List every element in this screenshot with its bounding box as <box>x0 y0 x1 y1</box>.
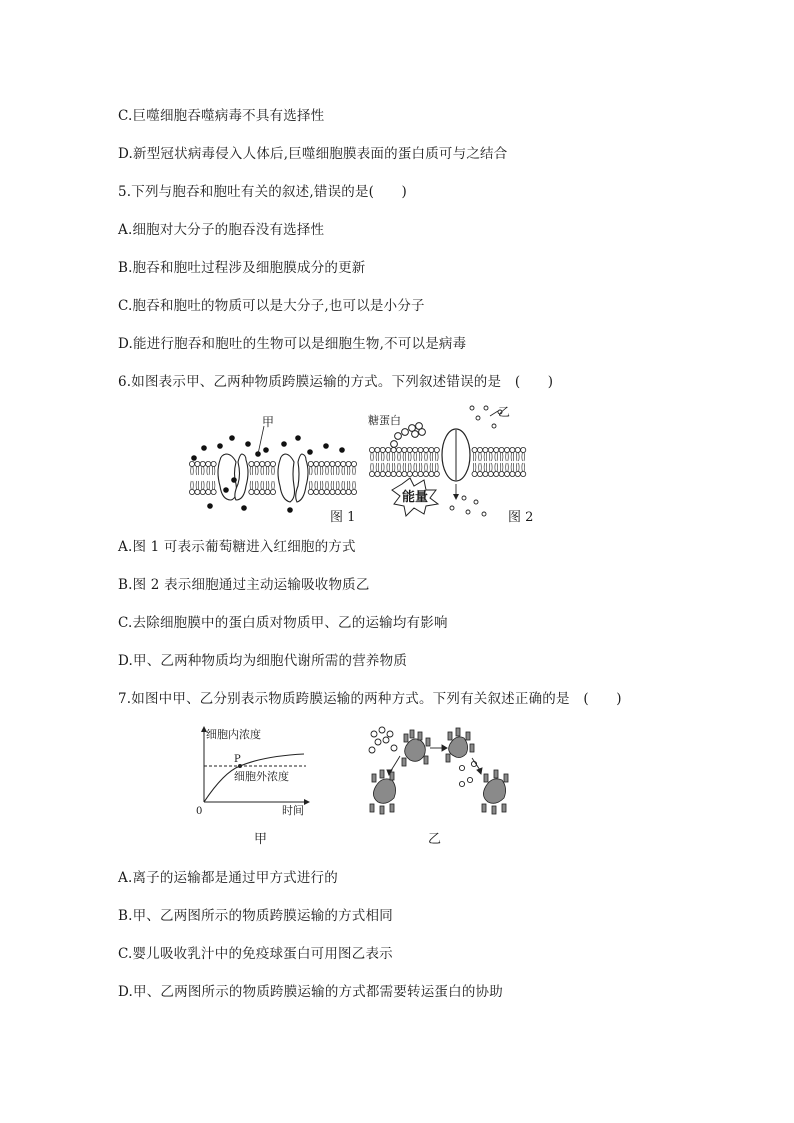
q7-caption-jia: 甲 <box>254 832 268 847</box>
q6-figure-2-caption: 图 2 <box>508 510 534 525</box>
q4-option-c: C.巨噬细胞吞噬病毒不具有选择性 <box>118 108 325 124</box>
q7-stem: 7.如图中甲、乙分别表示物质跨膜运输的两种方式。下列有关叙述正确的是 ( ) <box>118 691 622 707</box>
fig1-carrier-protein-right <box>278 454 308 502</box>
q7-option-b: B.甲、乙两图所示的物质跨膜运输的方式相同 <box>118 908 393 924</box>
q7-option-a: A.离子的运输都是通过甲方式进行的 <box>118 870 338 886</box>
q6-option-c: C.去除细胞膜中的蛋白质对物质甲、乙的运输均有影响 <box>118 615 448 631</box>
q7-caption-yi: 乙 <box>428 832 442 847</box>
fig1-carrier-protein-left <box>218 454 248 500</box>
yi-membrane-complex-3 <box>370 770 396 814</box>
fig1-lipid-bilayer <box>189 461 356 494</box>
graph-x-arrow <box>304 799 310 805</box>
graph-xlabel: 时间 <box>282 804 304 817</box>
fig2-label-energy: 能量 <box>402 490 429 505</box>
fig2-arrow-head <box>453 494 459 500</box>
q7-graph-jia <box>194 724 314 816</box>
q6-option-a: A.图 1 可表示葡萄糖进入红细胞的方式 <box>118 539 356 555</box>
q7-option-d: D.甲、乙两图所示的物质跨膜运输的方式都需要转运蛋白的协助 <box>118 984 503 1000</box>
q5-option-c: C.胞吞和胞吐的物质可以是大分子,也可以是小分子 <box>118 298 425 314</box>
yi-membrane-complex-4 <box>482 770 508 814</box>
graph-dashed-label: 细胞外浓度 <box>234 770 289 783</box>
q6-figure-1 <box>186 410 362 525</box>
yi-membrane-complex-2 <box>446 728 474 762</box>
q5-option-a: A.细胞对大分子的胞吞没有选择性 <box>118 222 325 238</box>
q7-option-c: C.婴儿吸收乳汁中的免疫球蛋白可用图乙表示 <box>118 946 393 962</box>
fig1-leader-line <box>258 426 264 454</box>
q7-figure-yi <box>366 726 526 818</box>
q6-figure-2 <box>368 400 528 525</box>
yi-membrane-complex-1 <box>402 730 430 766</box>
graph-ylabel: 细胞内浓度 <box>206 728 261 741</box>
q6-option-d: D.甲、乙两种物质均为细胞代谢所需的营养物质 <box>118 653 408 669</box>
q6-stem: 6.如图表示甲、乙两种物质跨膜运输的方式。下列叙述错误的是 ( ) <box>118 374 554 390</box>
fig2-leader-yi <box>490 411 498 416</box>
graph-label-p: P <box>234 754 241 765</box>
fig2-label-yi: 乙 <box>498 405 511 419</box>
q6-option-b: B.图 2 表示细胞通过主动运输吸收物质乙 <box>118 577 370 593</box>
q5-option-d: D.能进行胞吞和胞吐的生物可以是细胞生物,不可以是病毒 <box>118 336 467 352</box>
q5-stem: 5.下列与胞吞和胞吐有关的叙述,错误的是( ) <box>118 184 408 200</box>
q5-option-b: B.胞吞和胞吐过程涉及细胞膜成分的更新 <box>118 260 366 276</box>
fig2-label-glycoprotein: 糖蛋白 <box>368 414 401 427</box>
fig1-solute-dots <box>191 435 345 513</box>
graph-origin: 0 <box>196 806 203 817</box>
fig1-label-jia: 甲 <box>262 415 275 429</box>
q6-figure-1-caption: 图 1 <box>330 510 356 525</box>
q4-option-d: D.新型冠状病毒侵入人体后,巨噬细胞膜表面的蛋白质可与之结合 <box>118 146 508 162</box>
